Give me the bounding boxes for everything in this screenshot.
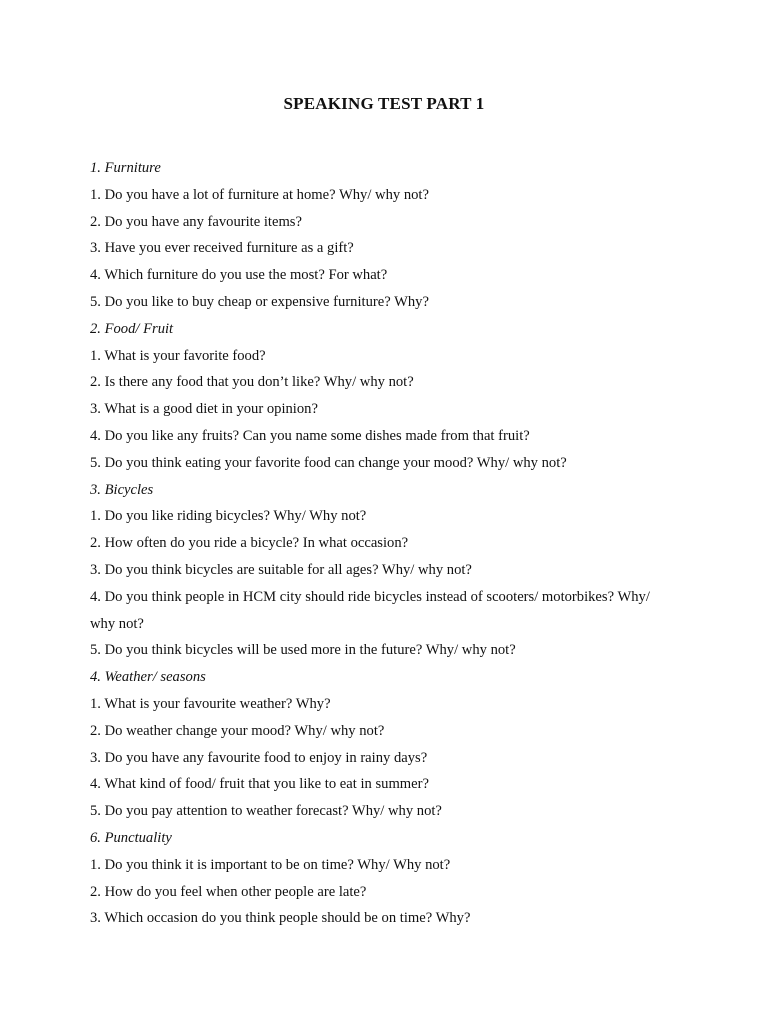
question-item: 3. Do you think bicycles are suitable for all ages? Why/ why not?: [90, 561, 472, 578]
question-item: 5. Do you like to buy cheap or expensive furniture? Why?: [90, 293, 429, 310]
question-item: 1. What is your favourite weather? Why?: [90, 695, 331, 712]
question-item: 3. Which occasion do you think people should be on time? Why?: [90, 910, 471, 927]
question-item: 4. Which furniture do you use the most? For what?: [90, 267, 388, 284]
question-item: 1. Do you think it is important to be on time? Why/ Why not?: [90, 856, 451, 873]
question-item: 3. Do you have any favourite food to enjoy in rainy days?: [90, 749, 428, 766]
question-item: 4. Do you like any fruits? Can you name some dishes made from that fruit?: [90, 427, 530, 444]
section-heading-weather-seasons: 4. Weather/ seasons: [90, 669, 206, 686]
question-item: 5. Do you think eating your favorite food can change your mood? Why/ why not?: [90, 454, 567, 471]
page-title: SPEAKING TEST PART 1: [283, 94, 485, 113]
section-heading-food-fruit: 2. Food/ Fruit: [90, 320, 174, 337]
question-item: 4. What kind of food/ fruit that you like to eat in summer?: [90, 776, 429, 793]
question-item: 4. Do you think people in HCM city should ride bicycles instead of scooters/ motorbikes? Why/: [90, 588, 650, 605]
question-item: 2. Do you have any favourite items?: [90, 213, 302, 230]
question-item: 5. Do you pay attention to weather forecast? Why/ why not?: [90, 803, 442, 820]
section-heading-bicycles: 3. Bicycles: [90, 481, 154, 498]
question-item: 2. Is there any food that you don’t like? Why/ why not?: [90, 374, 414, 391]
question-item: 1. Do you like riding bicycles? Why/ Why not?: [90, 508, 367, 525]
question-item: 3. Have you ever received furniture as a gift?: [90, 240, 354, 257]
question-item: 2. How often do you ride a bicycle? In what occasion?: [90, 535, 409, 552]
question-item: 2. How do you feel when other people are late?: [90, 883, 367, 900]
question-item-continuation: why not?: [90, 615, 144, 632]
question-item: 3. What is a good diet in your opinion?: [90, 401, 318, 418]
question-item: 1. What is your favorite food?: [90, 347, 266, 364]
question-item: 1. Do you have a lot of furniture at home? Why/ why not?: [90, 186, 429, 203]
section-heading-punctuality: 6. Punctuality: [90, 829, 172, 846]
section-heading-furniture: 1. Furniture: [90, 160, 161, 176]
question-item: 2. Do weather change your mood? Why/ why not?: [90, 722, 385, 739]
question-list: [90, 155, 690, 932]
question-item: 5. Do you think bicycles will be used more in the future? Why/ why not?: [90, 642, 516, 659]
